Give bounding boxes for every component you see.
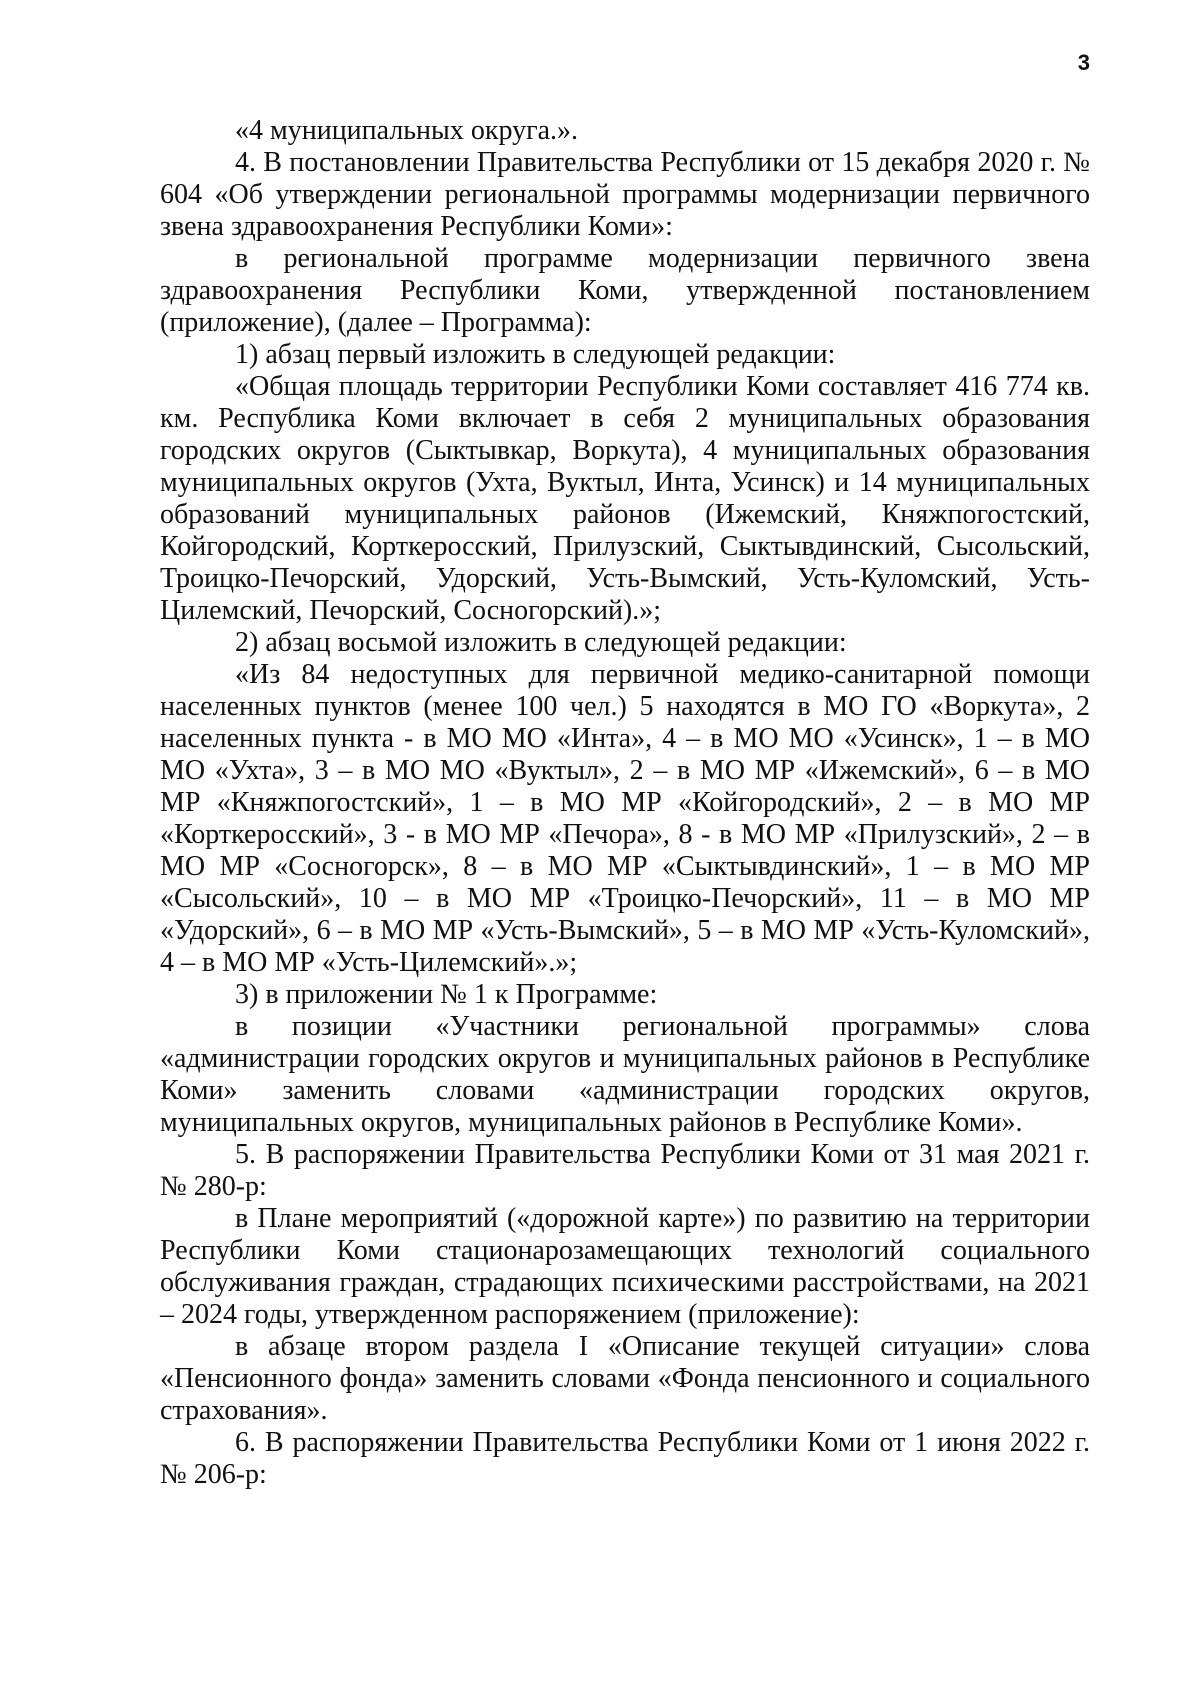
- paragraph-4: 1) абзац первый изложить в следующей редакции:: [235, 339, 836, 370]
- paragraph-6: 2) абзац восьмой изложить в следующей редакции:: [235, 627, 847, 658]
- paragraph-8: 3) в приложении № 1 к Программе:: [235, 979, 658, 1010]
- paragraph-9: в позиции «Участники региональной программы» слова «администрации городских округов и муниципальных районов в Республике Коми» заменить словами «администрации городских округов, муниципальных округов, муниципальных районов в Республике Коми».: [160, 1011, 1090, 1138]
- paragraph-7: «Из 84 недоступных для первичной медико-санитарной помощи населенных пунктов (менее 100 чел.) 5 находятся в МО ГО «Воркута», 2 населенных пункта - в МО МО «Инта», 4 – в МО МО «Усинск», 1 – в МО МО «Ухта», 3 – в МО МО «Вуктыл», 2 – в МО МР «Ижемский», 6 – в МО МР «Княжпогостский», 1 – в МО МР «Койгородский», 2 – в МО МР «Корткеросский», 3 - в МО МР «Печора», 8 - в МО МР «Прилузский», 2 – в МО МР «Сосногорск», 8 – в МО МР «Сыктывдинский», 1 – в МО МР «Сысольский», 10 – в МО МР «Троицко-Печорский», 11 – в МО МР «Удорский», 6 – в МО МР «Усть-Вымский», 5 – в МО МР «Усть-Куломский», 4 – в МО МР «Усть-Цилемский».»;: [160, 659, 1090, 978]
- paragraph-2: 4. В постановлении Правительства Республики от 15 декабря 2020 г. № 604 «Об утверждении региональной программы модернизации первичного звена здравоохранения Республики Коми»:: [160, 147, 1090, 242]
- paragraph-3: в региональной программе модернизации первичного звена здравоохранения Республики Коми, утвержденной постановлением (приложение), (далее – Программа):: [160, 243, 1090, 338]
- paragraph-10: 5. В распоряжении Правительства Республики Коми от 31 мая 2021 г. № 280-р:: [160, 1139, 1090, 1202]
- page-number: 3: [1077, 50, 1090, 75]
- paragraph-12: в абзаце втором раздела I «Описание текущей ситуации» слова «Пенсионного фонда» заменить словами «Фонда пенсионного и социального страхования».: [160, 1331, 1090, 1426]
- paragraph-11: в Плане мероприятий («дорожной карте») по развитию на территории Республики Коми стационарозамещающих технологий социального обслуживания граждан, страдающих психическими расстройствами, на 2021 – 2024 годы, утвержденном распоряжением (приложение):: [160, 1203, 1090, 1330]
- document-body: [160, 115, 1090, 1491]
- paragraph-5: «Общая площадь территории Республики Коми составляет 416 774 кв. км. Республика Коми включает в себя 2 муниципальных образования городских округов (Сыктывкар, Воркута), 4 муниципальных образования муниципальных округов (Ухта, Вуктыл, Инта, Усинск) и 14 муниципальных образований муниципальных районов (Ижемский, Княжпогостский, Койгородский, Корткеросский, Прилузский, Сыктывдинский, Сысольский, Троицко-Печорский, Удорский, Усть-Вымский, Усть-Куломский, Усть-Цилемский, Печорский, Сосногорский).»;: [160, 371, 1090, 626]
- paragraph-1: «4 муниципальных округа.».: [235, 115, 578, 146]
- paragraph-13: 6. В распоряжении Правительства Республики Коми от 1 июня 2022 г. № 206-р:: [160, 1427, 1090, 1490]
